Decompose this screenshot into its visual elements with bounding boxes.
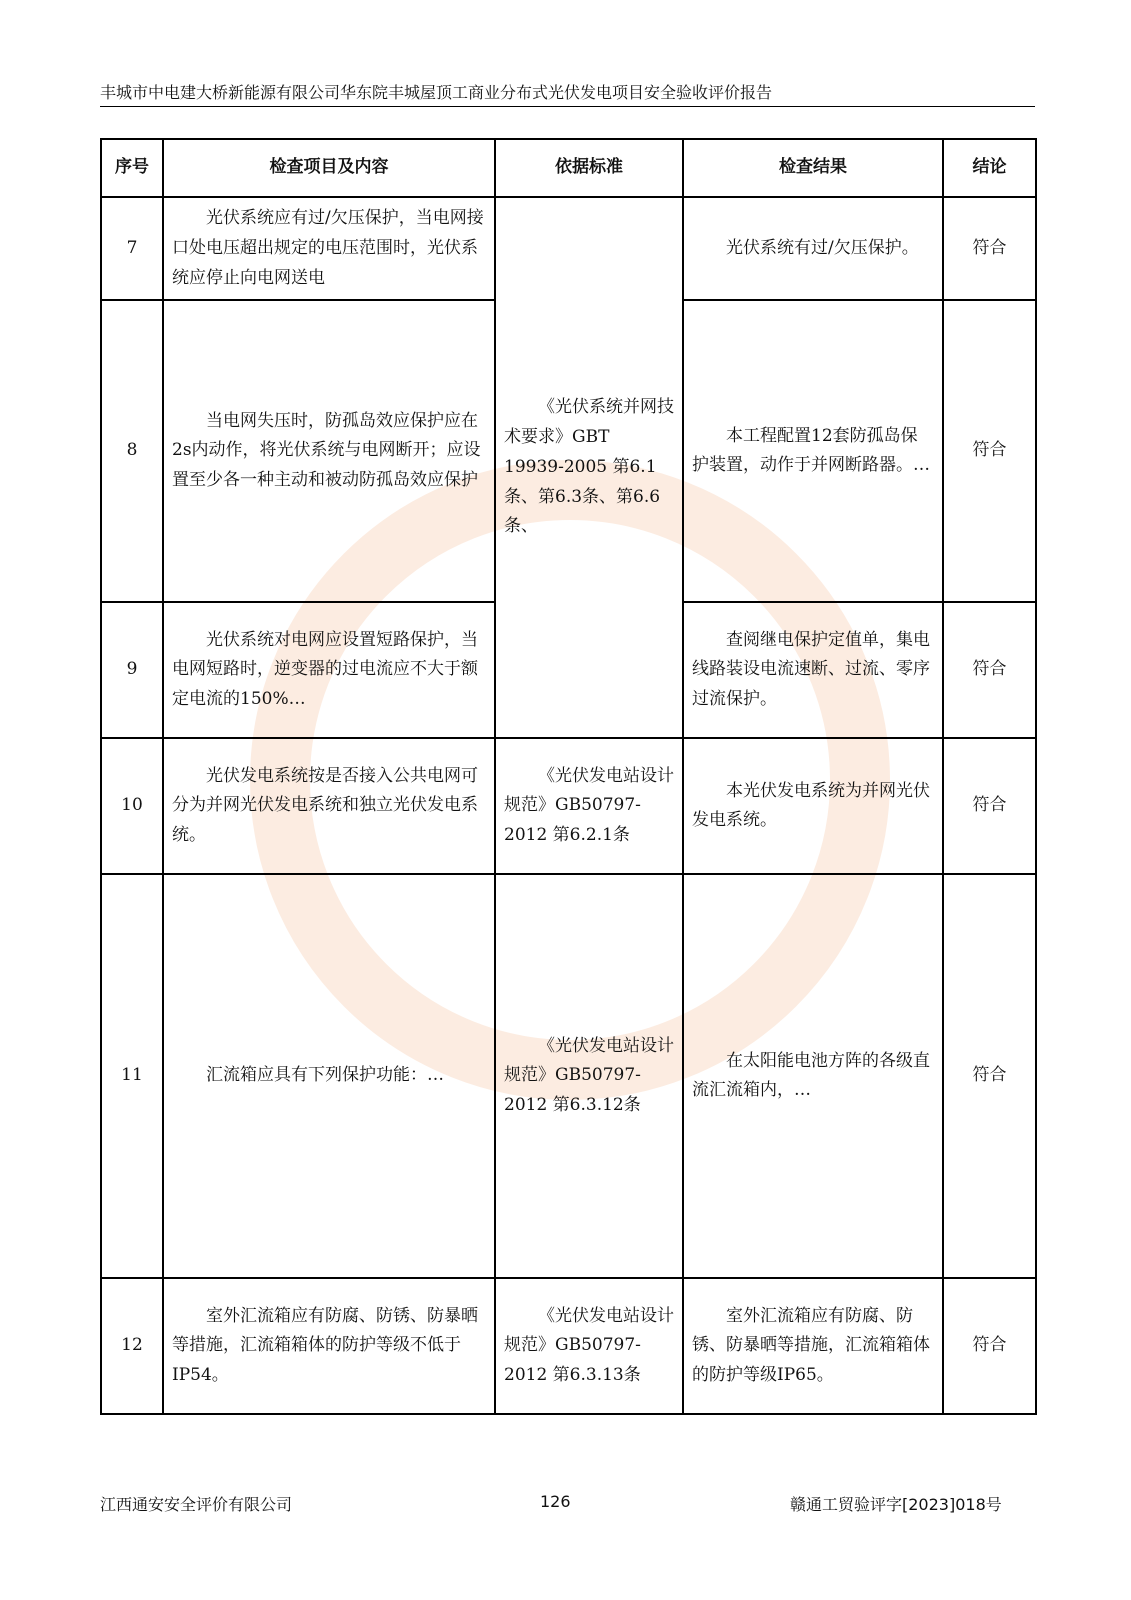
row-no: 10 (101, 738, 163, 874)
header-basis: 依据标准 (495, 139, 683, 197)
row-conclusion: 符合 (943, 1278, 1036, 1414)
row-item: 汇流箱应具有下列保护功能：… (163, 874, 495, 1278)
header-no: 序号 (101, 139, 163, 197)
row-no: 9 (101, 602, 163, 738)
row-result: 光伏系统有过/欠压保护。 (683, 197, 943, 300)
row-conclusion: 符合 (943, 300, 1036, 602)
row-no: 8 (101, 300, 163, 602)
row-no: 7 (101, 197, 163, 300)
row-item: 光伏系统应有过/欠压保护，当电网接口处电压超出规定的电压范围时，光伏系统应停止向电网送电 (163, 197, 495, 300)
row-item: 光伏系统对电网应设置短路保护，当电网短路时，逆变器的过电流应不大于额定电流的150%… (163, 602, 495, 738)
header-conclusion: 结论 (943, 139, 1036, 197)
footer-doc-no: 赣通工贸验评字[2023]018号 (790, 1495, 1002, 1514)
row-item: 当电网失压时，防孤岛效应保护应在2s内动作，将光伏系统与电网断开；应设置至少各一种主动和被动防孤岛效应保护 (163, 300, 495, 602)
table-row (101, 197, 1036, 300)
page-header: 丰城市中电建大桥新能源有限公司华东院丰城屋顶工商业分布式光伏发电项目安全验收评价报告 (100, 83, 773, 102)
table-row (101, 874, 1036, 1278)
row-item: 室外汇流箱应有防腐、防锈、防暴晒等措施，汇流箱箱体的防护等级不低于IP54。 (163, 1278, 495, 1414)
footer-company: 江西通安安全评价有限公司 (100, 1495, 293, 1514)
row-item: 光伏发电系统按是否接入公共电网可分为并网光伏发电系统和独立光伏发电系统。 (163, 738, 495, 874)
table-row (101, 738, 1036, 874)
inspection-table (100, 138, 1037, 1415)
table-row (101, 1278, 1036, 1414)
row-conclusion: 符合 (943, 874, 1036, 1278)
row-no: 12 (101, 1278, 163, 1414)
row-result: 室外汇流箱应有防腐、防锈、防暴晒等措施，汇流箱箱体的防护等级IP65。 (683, 1278, 943, 1414)
header-result: 检查结果 (683, 139, 943, 197)
row-basis-merged: 《光伏系统并网技术要求》GBT 19939-2005 第6.1条、第6.3条、第6.6条、 (495, 197, 683, 738)
row-basis: 《光伏发电站设计规范》GB50797-2012 第6.3.13条 (495, 1278, 683, 1414)
row-result: 本工程配置12套防孤岛保护装置，动作于并网断路器。… (683, 300, 943, 602)
row-result: 本光伏发电系统为并网光伏发电系统。 (683, 738, 943, 874)
table-header-row (101, 139, 1036, 197)
row-result: 在太阳能电池方阵的各级直流汇流箱内，… (683, 874, 943, 1278)
footer-page: 126 (540, 1492, 571, 1511)
row-conclusion: 符合 (943, 602, 1036, 738)
row-basis: 《光伏发电站设计规范》GB50797-2012 第6.3.12条 (495, 874, 683, 1278)
row-conclusion: 符合 (943, 197, 1036, 300)
header-divider (100, 106, 1035, 107)
row-basis: 《光伏发电站设计规范》GB50797-2012 第6.2.1条 (495, 738, 683, 874)
row-result: 查阅继电保护定值单，集电线路装设电流速断、过流、零序过流保护。 (683, 602, 943, 738)
row-no: 11 (101, 874, 163, 1278)
header-item: 检查项目及内容 (163, 139, 495, 197)
row-conclusion: 符合 (943, 738, 1036, 874)
